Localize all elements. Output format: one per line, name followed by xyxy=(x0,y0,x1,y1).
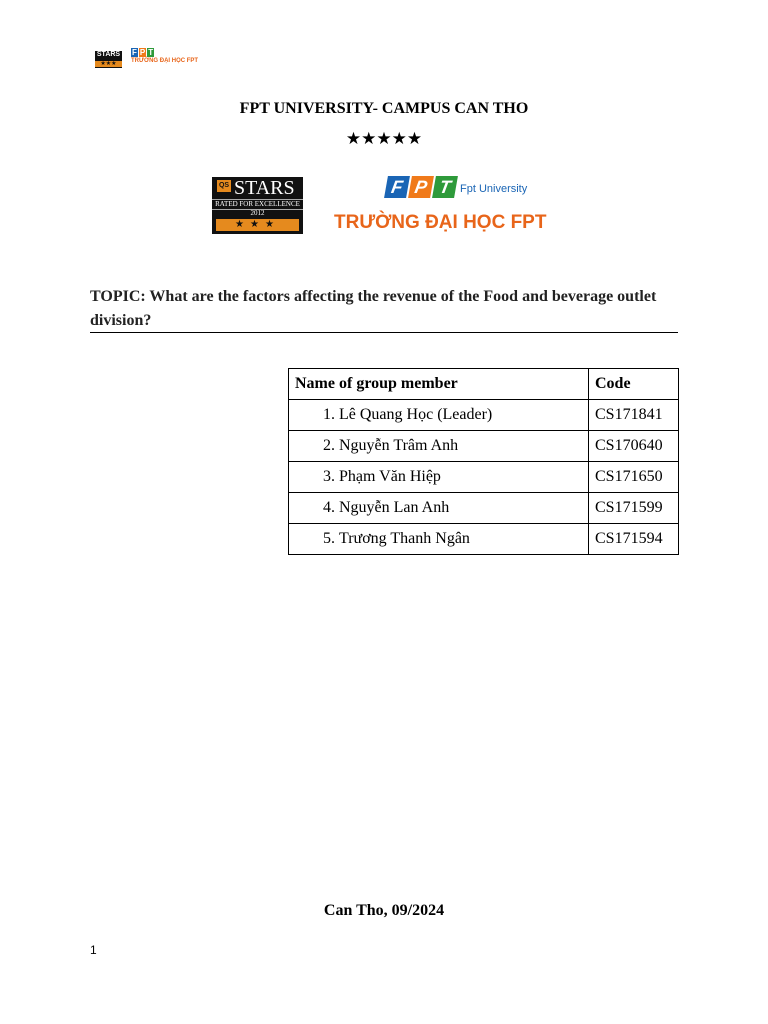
member-code: CS171841 xyxy=(589,400,679,431)
member-name: Phạm Văn Hiệp xyxy=(339,468,441,485)
mini-fpt-letters xyxy=(131,48,201,57)
qs-stars-word: STARS xyxy=(234,177,295,199)
header-name: Name of group member xyxy=(289,369,589,400)
qs-label: QS xyxy=(217,180,231,192)
member-number: 5. xyxy=(323,530,335,547)
mini-fpt-letter-t: T xyxy=(148,48,154,57)
member-number: 2. xyxy=(323,437,335,454)
mini-fpt-letter-p: P xyxy=(139,48,146,57)
qs-star-rating: ★★★ xyxy=(216,219,299,231)
title-stars: ★★★★★ xyxy=(345,129,423,148)
place-and-date: Can Tho, 09/2024 xyxy=(323,902,445,919)
table-row xyxy=(289,462,679,493)
table-row xyxy=(289,524,679,555)
table-row xyxy=(289,431,679,462)
topic-underline xyxy=(90,332,678,333)
member-name-cell xyxy=(289,431,589,462)
member-code: CS170640 xyxy=(589,431,679,462)
qs-stars-badge xyxy=(212,177,303,234)
member-number: 3. xyxy=(323,468,335,485)
member-name: Nguyễn Lan Anh xyxy=(339,499,450,516)
mini-fpt-letter-f: F xyxy=(132,48,137,57)
member-name-cell xyxy=(289,400,589,431)
table-row xyxy=(289,493,679,524)
member-code: CS171599 xyxy=(589,493,679,524)
member-number: 4. xyxy=(323,499,335,516)
qs-stars-mini-logo xyxy=(95,51,122,68)
mini-stars-rating: ★★★ xyxy=(95,61,122,67)
fpt-university-label: Fpt University xyxy=(460,183,528,195)
member-number: 1. xyxy=(323,406,335,423)
group-members-table xyxy=(288,368,679,555)
fpt-mini-logo xyxy=(131,48,201,70)
mini-fpt-name: TRƯỜNG ĐẠI HỌC FPT xyxy=(131,58,199,64)
page-number: 1 xyxy=(90,943,97,957)
fpt-university-logo xyxy=(334,173,564,239)
member-code: CS171594 xyxy=(589,524,679,555)
table-header-row xyxy=(289,369,679,400)
fpt-tile-t: T xyxy=(432,176,458,198)
fpt-tiles xyxy=(386,176,458,198)
university-title: FPT UNIVERSITY- CAMPUS CAN THO xyxy=(239,100,529,117)
header-code: Code xyxy=(589,369,679,400)
fpt-tile-f: F xyxy=(384,176,410,198)
member-name: Trương Thanh Ngân xyxy=(339,530,470,547)
member-name-cell xyxy=(289,493,589,524)
member-name: Nguyễn Trâm Anh xyxy=(339,437,459,454)
topic-heading: TOPIC: What are the factors affecting the revenue of the Food and beverage outlet division? xyxy=(90,288,657,329)
member-name-cell xyxy=(289,462,589,493)
qs-rated-text: RATED FOR EXCELLENCE xyxy=(212,199,303,210)
table-row xyxy=(289,400,679,431)
fpt-vietnamese-name: TRƯỜNG ĐẠI HỌC FPT xyxy=(334,212,547,233)
qs-year: 2012 xyxy=(250,209,265,217)
member-name: Lê Quang Học (Leader) xyxy=(339,406,493,423)
mini-stars-label: STARS xyxy=(96,51,121,58)
member-code: CS171650 xyxy=(589,462,679,493)
fpt-tile-p: P xyxy=(408,176,434,198)
member-name-cell xyxy=(289,524,589,555)
